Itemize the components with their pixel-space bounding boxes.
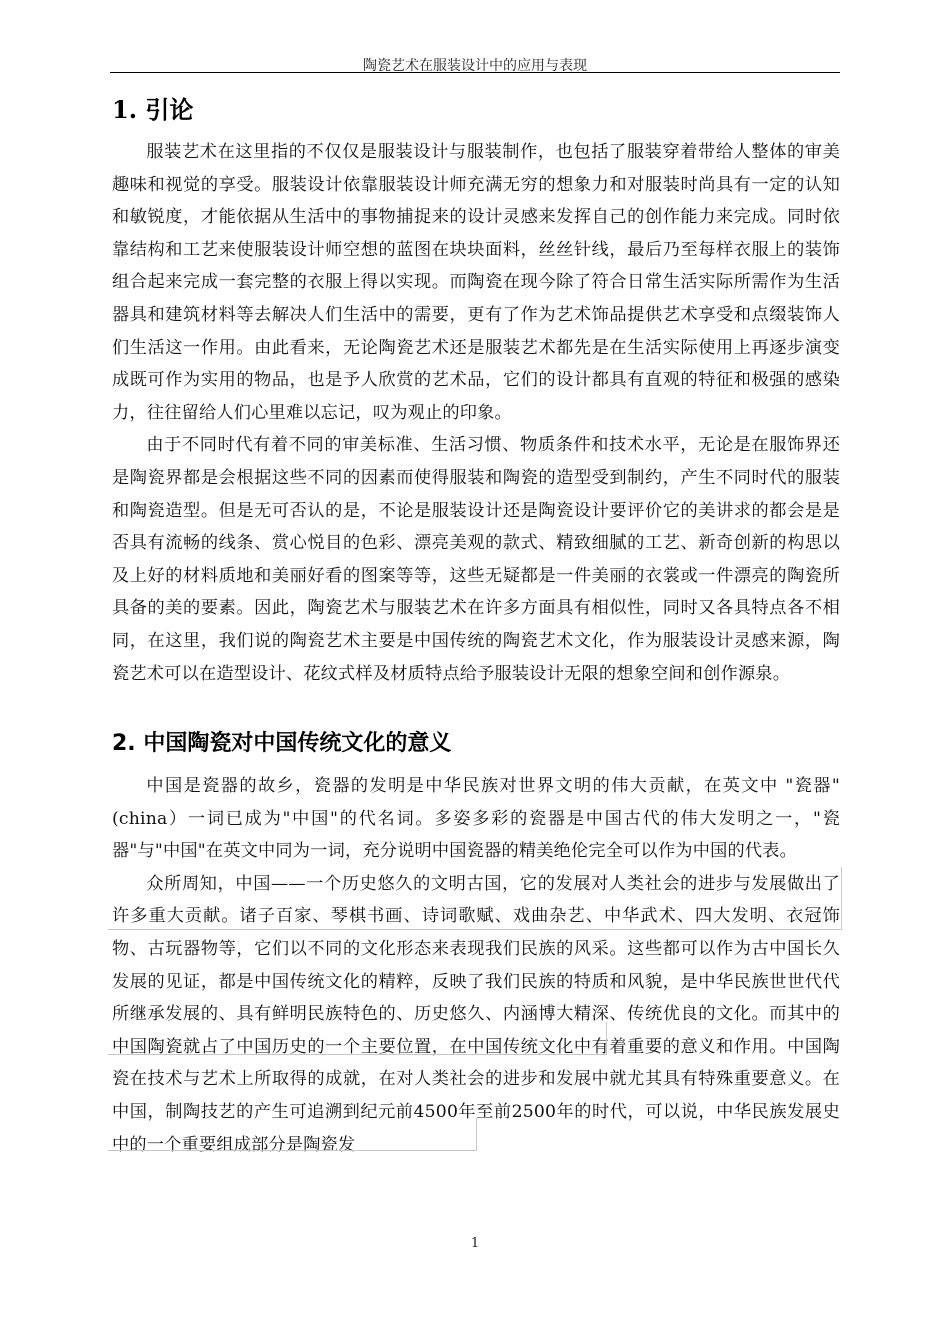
section-heading-introduction: 1. 引论	[112, 95, 194, 124]
paragraph: 服装艺术在这里指的不仅仅是服装设计与服装制作，也包括了服装穿着带给人整体的审美趣味和视觉的享受。服装设计依靠服装设计师充满无穷的想象力和对服装时尚具有一定的认知和敏锐度，才能依据从生活中的事物捕捉来的设计灵感来发挥自己的创作能力来完成。同时依靠结构和工艺来使服装设计师空想的蓝图在块块面料，丝丝针线，最后乃至每样衣服上的装饰组合起来完成一套完整的衣服上得以实现。而陶瓷在现今除了符合日常生活实际所需作为生活器具和建筑材料等去解决人们生活中的需要，更有了作为艺术饰品提供艺术享受和点缀装饰人们生活这一作用。由此看来，无论陶瓷艺术还是服装艺术都先是在生活实际使用上再逐步演变成既可作为实用的物品，也是予人欣赏的艺术品，它们的设计都具有直观的特征和极强的感染力，往往留给人们心里难以忘记，叹为观止的印象。	[112, 142, 840, 423]
paragraph: 中国是瓷器的故乡，瓷器的发明是中华民族对世界文明的伟大贡献，在英文中 "瓷器"(china）一词已成为"中国"的代名词。多姿多彩的瓷器是中国古代的伟大发明之一，"瓷器"与"中国"在英文中同为一词，充分说明中国瓷器的精美绝伦完全可以作为中国的代表。	[112, 776, 840, 862]
header-rule	[110, 72, 840, 73]
paragraph: 由于不同时代有着不同的审美标准、生活习惯、物质条件和技术水平，无论是在服饰界还是陶瓷界都是会根据这些不同的因素而使得服装和陶瓷的造型受到制约，产生不同时代的服装和陶瓷造型。但是无可否认的是，不论是服装设计还是陶瓷设计要评价它的美讲求的都会是是否具有流畅的线条、赏心悦目的色彩、漂亮美观的款式、精致细腻的工艺、新奇创新的构思以及上好的材料质地和美丽好看的图案等等，这些无疑都是一件美丽的衣裳或一件漂亮的陶瓷所具备的美的要素。因此，陶瓷艺术与服装艺术在许多方面具有相似性，同时又各具特点各不相同，在这里，我们说的陶瓷艺术主要是中国传统的陶瓷艺术文化，作为服装设计灵感来源，陶瓷艺术可以在造型设计、花纹式样及材质特点给予服装设计无限的想象空间和创作源泉。	[112, 435, 840, 684]
section-heading-ceramics-culture: 2. 中国陶瓷对中国传统文化的意义	[112, 731, 452, 757]
document-body	[112, 90, 840, 1161]
running-header: 陶瓷艺术在服装设计中的应用与表现	[363, 58, 587, 74]
page-number: 1	[470, 1236, 480, 1251]
paragraph: 众所周知，中国——一个历史悠久的文明古国，它的发展对人类社会的进步与发展做出了许多重大贡献。诸子百家、琴棋书画、诗词歌赋、戏曲杂艺、中华武术、四大发明、衣冠饰物、古玩器物等，它们以不同的文化形态来表现我们民族的风采。这些都可以作为古中国长久发展的见证，都是中国传统文化的精粹，反映了我们民族的特质和风貌，是中华民族世世代代所继承发展的、具有鲜明民族特色的、历史悠久、内涵博大精深、传统优良的文化。而其中的中国陶瓷就占了中国历史的一个主要位置，在中国传统文化中有着重要的意义和作用。中国陶瓷在技术与艺术上所取得的成就，在对人类社会的进步和发展中就尤其具有特殊重要意义。在中国，制陶技艺的产生可追溯到纪元前4500年至前2500年的时代，可以说，中华民族发展史中的一个重要组成部分是陶瓷发	[112, 873, 840, 1155]
